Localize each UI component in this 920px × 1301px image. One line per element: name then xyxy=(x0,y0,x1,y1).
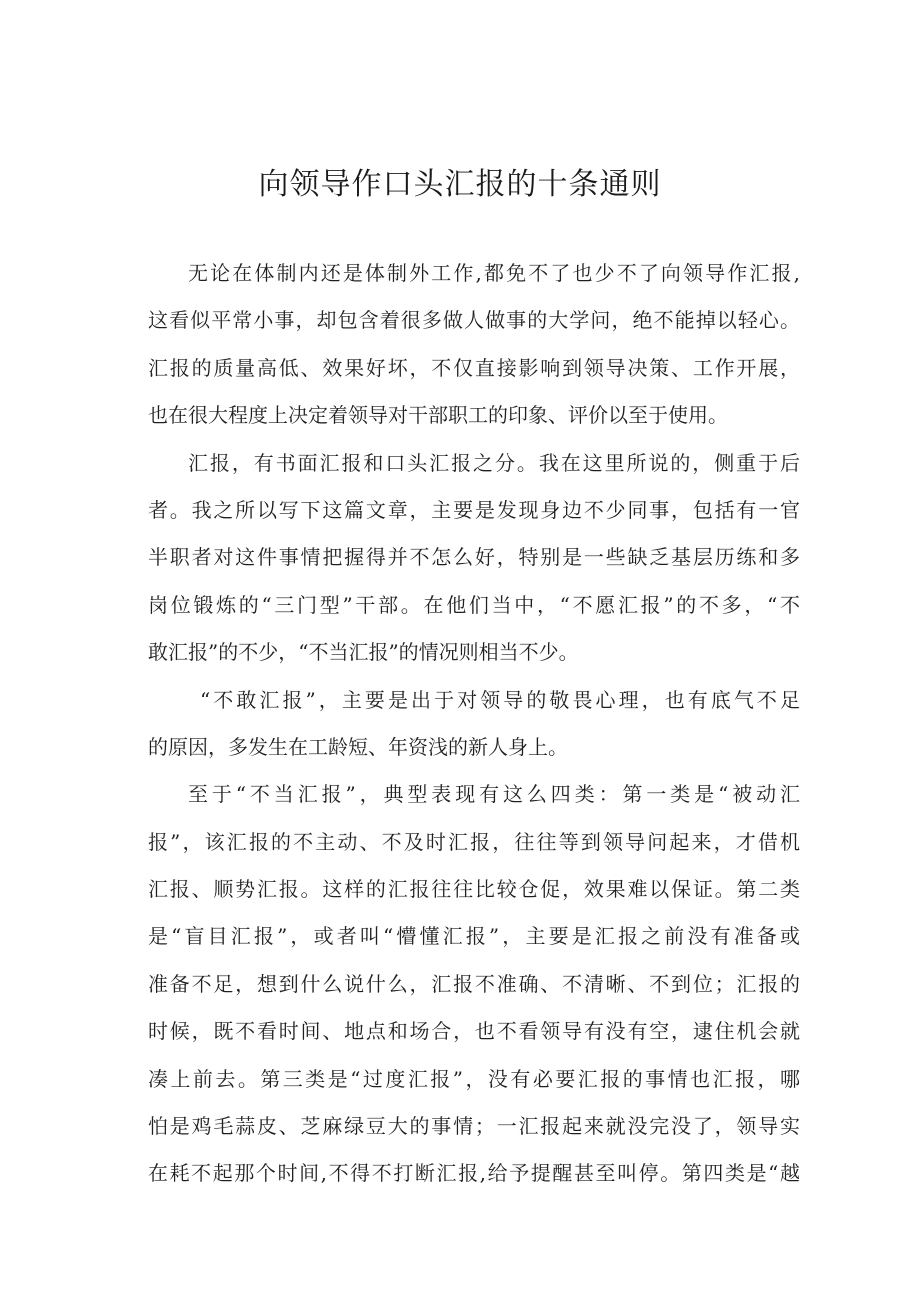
text-line: 报”，该汇报的不主动、不及时汇报，往往等到领导问起来，才借机 xyxy=(148,829,800,854)
text-line: 也在很大程度上决定着领导对干部职工的印象、评价以至于使用。 xyxy=(148,403,728,428)
text-line: 汇报、顺势汇报。这样的汇报往往比较仓促，效果难以保证。第二类 xyxy=(148,877,800,902)
text-line: 至于“不当汇报”，典型表现有这么四类：第一类是“被动汇 xyxy=(188,782,800,807)
text-line: 敢汇报”的不少，“不当汇报”的情况则相当不少。 xyxy=(148,640,579,665)
text-line: 在耗不起那个时间,不得不打断汇报,给予提醒甚至叫停。第四类是“越 xyxy=(148,1161,800,1186)
text-line: 汇报，有书面汇报和口头汇报之分。我在这里所说的，侧重于后 xyxy=(188,450,800,475)
text-line: 汇报的质量高低、效果好坏，不仅直接影响到领导决策、工作开展， xyxy=(148,355,800,380)
text-line: 无论在体制内还是体制外工作,都免不了也少不了向领导作汇报, xyxy=(188,261,800,285)
document-title: 向领导作口头汇报的十条通则 xyxy=(258,167,662,202)
document-body xyxy=(148,250,800,1198)
text-line: 凑上前去。第三类是“过度汇报”，没有必要汇报的事情也汇报，哪 xyxy=(148,1066,800,1091)
text-line: 是“盲目汇报”，或者叫“懵懂汇报”，主要是汇报之前没有准备或 xyxy=(148,924,800,949)
text-line: 准备不足，想到什么说什么，汇报不准确、不清晰、不到位；汇报的 xyxy=(148,971,800,996)
text-line: 半职者对这件事情把握得并不怎么好，特别是一些缺乏基层历练和多 xyxy=(148,545,800,570)
text-line: 者。我之所以写下这篇文章，主要是发现身边不少同事，包括有一官 xyxy=(148,497,800,522)
text-line: 这看似平常小事，却包含着很多做人做事的大学问，绝不能掉以轻心。 xyxy=(148,308,800,333)
text-line: 时候，既不看时间、地点和场合，也不看领导有没有空，逮住机会就 xyxy=(148,1019,800,1044)
text-line: 的原因，多发生在工龄短、年资浅的新人身上。 xyxy=(148,734,568,759)
text-line: “不敢汇报”，主要是出于对领导的敬畏心理，也有底气不足 xyxy=(200,687,800,712)
text-line: 岗位锻炼的“三门型”干部。在他们当中，“不愿汇报”的不多，“不 xyxy=(148,592,800,617)
text-line: 怕是鸡毛蒜皮、芝麻绿豆大的事情；一汇报起来就没完没了，领导实 xyxy=(148,1114,800,1139)
